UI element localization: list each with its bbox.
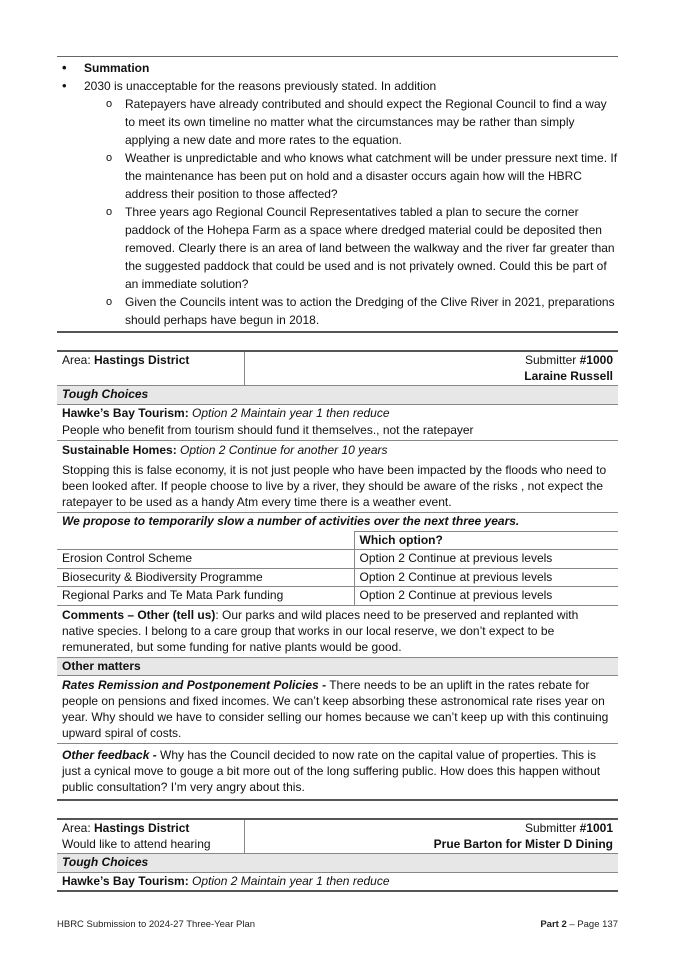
activity-name: Regional Parks and Te Mata Park funding [57,587,354,606]
summation-point: o Given the Councils intent was to action the Dredging of the Clive River in 2021, preparations should perhaps have begun in 2018. [84,293,618,329]
footer-part: Part 2 [540,919,567,930]
feedback-text: Why has the Council decided to now rate on the capital value of properties. This is just a cynical move to gouge a bit more out of the long suffering public. How does this happen without public consultation? I’m very angry about this. [62,748,601,794]
submission-1001 [57,818,618,892]
tourism-label: Hawke’s Bay Tourism: [62,873,189,888]
summation-point: o Weather is unpredictable and who knows what catchment will be under pressure next time. If the maintenance has been put on hold and a disaster occurs again how will the HBRC address their position to those affected? [84,149,618,203]
area-label: Area: [62,821,95,835]
submission-1000 [57,350,618,801]
submitter-name: Laraine Russell [524,368,613,383]
area-cell [57,820,244,854]
summation-heading: • Summation [57,59,618,77]
activity-name: Erosion Control Scheme [57,550,354,569]
summation-intro [57,77,618,329]
activity-option: Option 2 Continue at previous levels [354,568,618,587]
summation-points [57,95,618,329]
homes-comment: Stopping this is false economy, it is not just people who have been impacted by the floods who need to been looked after. If people choose to live by a river, they should be aware of the risks , not expect the ratepayer to be used as a handy Atm every time there is a weather event. [57,459,618,513]
footer-page-number: – Page 137 [566,919,618,930]
tourism-option: Option 2 Maintain year 1 then reduce [188,405,390,420]
activity-row [57,587,618,606]
summation-intro-text: 2030 is unacceptable for the reasons previously stated. In addition [84,79,437,93]
comments-other [57,606,618,658]
summation-point: o Ratepayers have already contributed and should expect the Regional Council to find a way to meet its own timeline no matter what the circumstances may be rather than simply applying a new date and more rates to the equation. [84,95,618,149]
activity-row [57,550,618,569]
feedback-label: Other feedback - [62,748,157,762]
homes-label: Sustainable Homes: [62,442,177,457]
tourism-row [57,405,618,423]
submitter-label: Submitter [524,353,580,367]
page-footer [57,919,618,930]
rates-label: Rates Remission and Postponement Policies - [62,678,327,692]
submitter-cell [244,352,618,386]
area-value: Hastings District [94,821,190,835]
summation-section [57,57,618,329]
submitter-cell [244,820,618,854]
submitter-number: #1001 [579,821,613,835]
activities-blank-header [57,531,354,550]
footer-page [540,919,618,930]
summation-point: o Three years ago Regional Council Representatives tabled a plan to secure the corner paddock of the Hohepa Farm as a space where dredged material could be deposited then removed. Clearly there is an area of land between the walkway and the river far greater than the suggested paddock that could be used and is not privately owned. Could this be part of an immediate solution? [84,203,618,293]
submission-bottom-rule [57,890,618,892]
rates-text: There needs to be an uplift in the rates rebate for people on pensions and fixed incomes. We can’t keep absorbing these astronomical rate rises year on year. Why should we have to consider selling our homes because we can’t keep up with this continuing upward spiral of costs. [62,678,609,740]
tough-choices-heading: Tough Choices [57,854,618,873]
footer-title: HBRC Submission to 2024-27 Three-Year Plan [57,919,256,930]
submission-header [57,820,618,854]
homes-option: Option 2 Continue for another 10 years [176,442,388,457]
activity-name: Biosecurity & Biodiversity Programme [57,568,354,587]
activity-option: Option 2 Continue at previous levels [354,550,618,569]
tough-choices-heading: Tough Choices [57,386,618,405]
rates-remission [57,676,618,744]
area-value: Hastings District [94,353,190,367]
comments-text: : Our parks and wild places need to be preserved and replanted with native species. I belong to a care group that works in our local reserve, we don’t expect to be remunerated, but some funding for native plants would be good. [62,607,579,654]
homes-row [57,441,618,460]
tourism-label: Hawke’s Bay Tourism: [62,405,189,420]
tourism-option: Option 2 Maintain year 1 then reduce [188,873,390,888]
area-label: Area: [62,353,95,367]
activities-table [57,531,618,606]
section-divider [57,331,618,333]
submitter-name: Prue Barton for Mister D Dining [433,836,613,851]
comments-label: Comments – Other (tell us) [62,607,216,622]
tourism-row [57,873,618,891]
slow-activities-heading: We propose to temporarily slow a number of activities over the next three years. [62,514,520,528]
which-option-header: Which option? [354,531,618,550]
other-feedback [57,744,618,799]
submitter-number: #1000 [579,353,613,367]
summation-bullets [57,59,618,329]
hearing-note: Would like to attend hearing [62,836,211,851]
activity-option: Option 2 Continue at previous levels [354,587,618,606]
other-matters-heading: Other matters [57,658,618,677]
document-page [57,56,618,892]
area-cell [57,352,244,386]
submission-bottom-rule [57,799,618,801]
submitter-label: Submitter [524,821,580,835]
tourism-comment: People who benefit from tourism should fund it themselves., not the ratepayer [57,422,618,441]
activity-row [57,568,618,587]
submission-header [57,352,618,386]
